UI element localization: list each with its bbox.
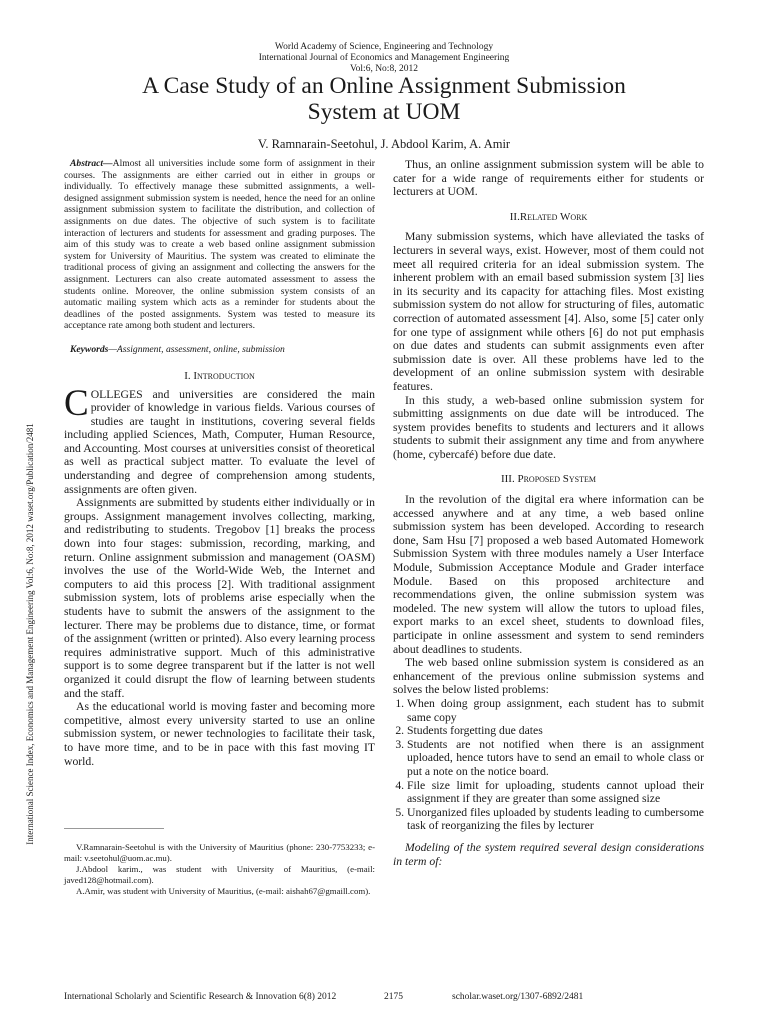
page-number: 2175 xyxy=(384,992,403,1002)
intro-paragraph-1: OLLEGES and universities are considered the main provider of knowledge in various fields. Various courses of studies are taught in institutions, covering several fields including applied Sciences, Math, Computer, Human Resource, and Accounting. Most courses at universities consist of theoretical as well as practical subject matter. To evaluate the level of understanding and degree of comprehension among students, assignments are often given. xyxy=(64,387,375,496)
keywords xyxy=(64,344,375,356)
section-name: Related Work xyxy=(519,210,588,223)
keywords-label: Keywords xyxy=(70,343,109,355)
keywords-text: —Assignment, assessment, online, submission xyxy=(108,343,285,355)
section-name: Introduction xyxy=(193,369,255,382)
section-name: Proposed System xyxy=(517,473,597,486)
footnote-rule xyxy=(64,828,164,829)
related-intro-paragraph: Thus, an online assignment submission system will be able to cater for a wide range of requirements either for students or lecturers at UOM. xyxy=(393,158,704,199)
paper-title xyxy=(60,73,708,125)
abstract-text: Almost all universities include some form of assignment in their courses. The assignments are either carried out in either in groups or individually. To effectively manage these submitted assignments, a well-designed assignment submission system is needed, hence the need for an online assignment submission system to facilitate the distribution, and collection of assignments on due dates. The objective of such system is to facilitate interaction of lecturers and students for assessment and grading purposes. The aim of this study was to create a web based online assignment submission system for University of Mauritius. The system was created to eliminate the traditional process of giving an assignment and collecting the answers for the assignment. Lecturers can also create automated assessment to assess the students online. Moreover, the online submission system consists of an automatic mailing system which acts as a reminder for students about the deadlines of the posted assignments. System was tested to measure its acceptance rate among both student and lecturers. xyxy=(64,158,375,332)
header-line-3: Vol:6, No:8, 2012 xyxy=(350,64,418,74)
title-line-1: A Case Study of an Online Assignment Submission xyxy=(142,73,626,99)
title-line-2: System at UOM xyxy=(307,99,461,125)
footer-right: scholar.waset.org/1307-6892/2481 xyxy=(452,992,584,1002)
footer-left: International Scholarly and Scientific Research & Innovation 6(8) 2012 xyxy=(64,992,337,1002)
authors: V. Ramnarain-Seetohul, J. Abdool Karim, A. Amir xyxy=(257,137,511,151)
footnote-2: J.Abdool karim., was student with University of Mauritius, (e-mail: javed128@hotmail.com). xyxy=(64,864,375,885)
list-item: 2. Students forgetting due dates xyxy=(407,724,704,738)
header-line-2: International Journal of Economics and Management Engineering xyxy=(258,53,510,63)
intro-paragraph-2: Assignments are submitted by students either individually or in groups. Assignment management involves collecting, marking, and redistributing to students. Tregobov [1] breaks the process down into four stages: submission, recording, marking, and return. Online assignment submission and management (OASM) involves the use of the World-Wide Web, the Internet and computers to aid this process [2]. With traditional assignment submission system, lots of problems arise especially when the students have to submit the answers of the assignment to the lecturer. There may be problems due to distance, time, or format of the assignment (written or printed). Also every learning process requires administrative support. Much of this administrative support is to some degree transparent but if the latter is not well organized it could disrupt the flow of learning between students and the staff. xyxy=(64,496,375,700)
footnote-3: A.Amir, was student with University of Mauritius, (e-mail: aishah67@gmaill.com). xyxy=(76,886,371,896)
section-heading-proposed-system: III. Proposed System xyxy=(500,473,597,486)
abstract xyxy=(64,158,375,332)
drop-cap: C xyxy=(64,382,89,424)
left-column xyxy=(64,158,375,768)
proposed-paragraph-1: In the revolution of the digital era where information can be accessed anywhere and at any time, a web based online submission system has been developed. According to research done, Sam Hsu [7] proposed a web based Automated Homework Submission System with three modules namely a User Interface Module, Submission Acceptance Module and Grader interface Module. Based on this proposed architecture and recommendations given, the online submission system was modeled. The new system will allow the tutors to upload files, export marks to an excel sheet, students to download files, participate in online assessment and system to send reminders about deadlines to students. xyxy=(393,493,704,656)
abstract-label: Abstract— xyxy=(70,158,113,169)
right-column xyxy=(393,158,704,868)
related-paragraph-2: In this study, a web-based online submission system for submitting assignments on due date will be introduced. The system provides benefits to students and lecturers and it allows students to submit their assignment any time and from anywhere (home, cybercafé) before due date. xyxy=(393,393,704,461)
modeling-paragraph: Modeling of the system required several design considerations in term of: xyxy=(393,840,704,868)
list-item: 1. When doing group assignment, each student has to submit same copy xyxy=(407,697,704,724)
intro-paragraph-3: As the educational world is moving faster and becoming more competitive, almost every university started to use an online submission system, or newer technologies to facilitate their task, to have more time, and to be in pace with this fast moving IT world. xyxy=(64,700,375,768)
footnote-1: V.Ramnarain-Seetohul is with the University of Mauritius (phone: 230-7753233; e-mail: v.seetohul@uom.ac.mu). xyxy=(64,842,375,863)
introduction xyxy=(64,382,375,769)
journal-header xyxy=(0,42,768,75)
section-heading-introduction: I. Introduction xyxy=(184,369,255,382)
footnotes xyxy=(64,842,375,897)
problem-list xyxy=(393,697,704,833)
list-item: 3. Students are not notified when there is an assignment uploaded, hence tutors have to send an email to whole class or put a note on the notice board. xyxy=(407,738,704,779)
list-item: 4. File size limit for uploading, students cannot upload their assignment if they are greater than some assigned size xyxy=(407,779,704,806)
sidebar-citation: International Science Index, Economics and Management Engineering Vol:6, No:8, 2012 waset.org/Publication/2481 xyxy=(25,423,35,845)
list-item: 5. Unorganized files uploaded by students leading to cumbersome task of reorganizing the files by lecturer xyxy=(407,806,704,833)
section-heading-related-work: II.Related Work xyxy=(509,210,588,223)
header-line-1: World Academy of Science, Engineering and Technology xyxy=(274,42,494,52)
related-paragraph-1: Many submission systems, which have alleviated the tasks of lecturers in several ways, exist. However, most of them could not meet all required criteria for an ideal submission system. The inherent problem with an email based submission system [3] lies in its security and its capacity for attaching files. Most existing submission system do not allow for structuring of files, automatic correction of automated assessment [4]. Also, some [5] cater only for one type of assignment while others [6] do not put emphasis on due dates and students can submit assignments even after submission date is over. All these problems have led to the development of an online submission system with desirable features. xyxy=(393,230,704,393)
proposed-paragraph-2: The web based online submission system is considered as an enhancement of the previous online submission systems and solves the below listed problems: xyxy=(393,656,704,697)
